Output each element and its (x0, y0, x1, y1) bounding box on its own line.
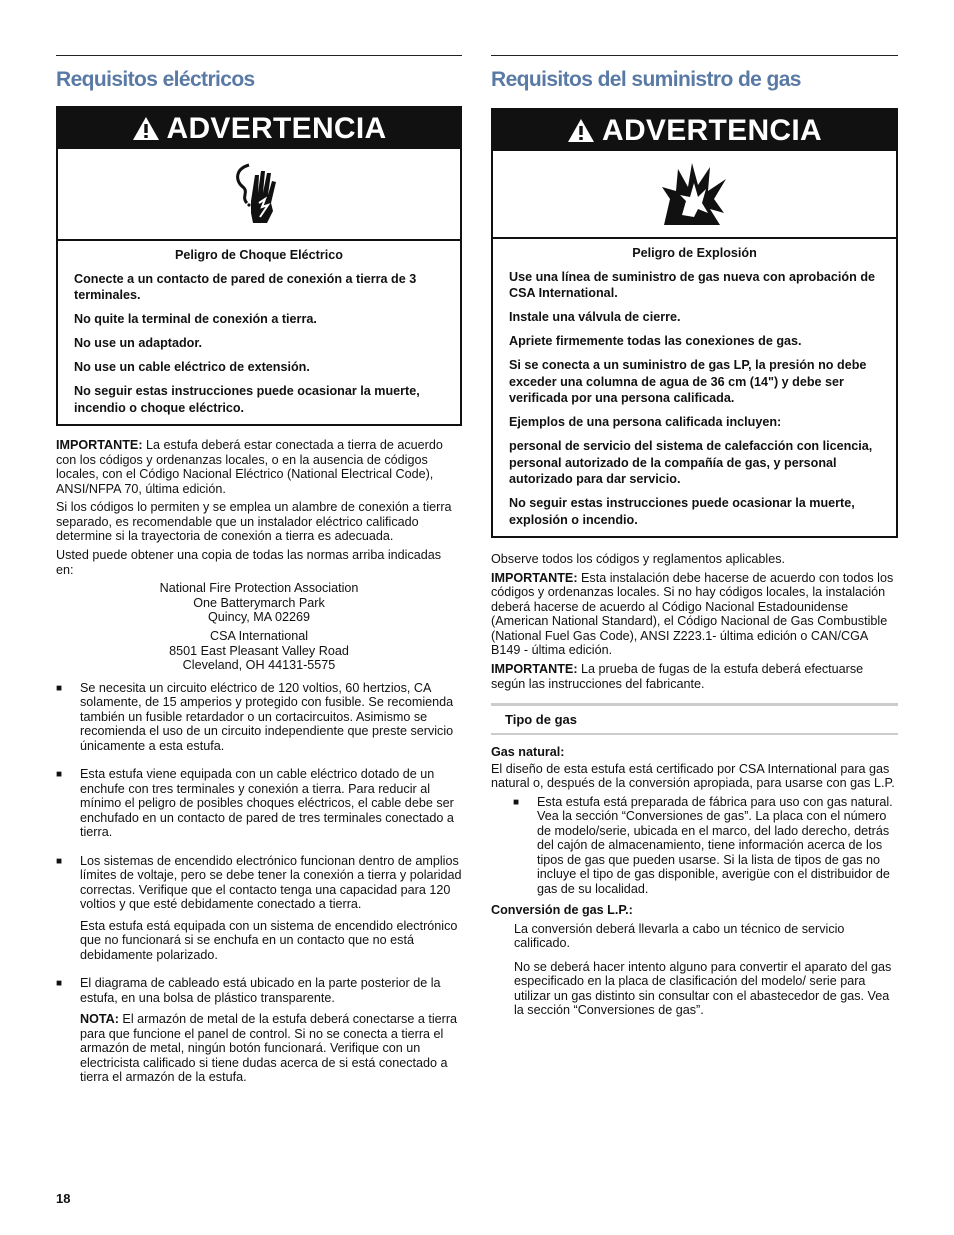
important-text: Esta instalación debe hacerse de acuerdo con todos los códigos y ordenanzas locales. Si no hay códigos locales, la instalación deberá hacerse de acuerdo al Código Nacional Estadounidense (American National Standard), el Código Nacional de Gas Combustible (National Fuel Gas Code), ANSI Z223.1- última edición o CAN/CGA B149 - última edición. (491, 570, 894, 658)
bullet-text: Esta estufa viene equipada con un cable eléctrico dotado de un enchufe con tres terminales y conexión a tierra. Para reducir al mínimo el peligro de posibles choques eléctricos, el cable debe ser enchufado en un contacto de pared de tres terminales conectado a tierra. (80, 767, 454, 840)
warning-line: Conecte a un contacto de pared de conexión a tierra de 3 terminales. (74, 271, 417, 302)
paragraph: Usted puede obtener una copia de todas las normas arriba indicadas en: (56, 548, 442, 577)
bullet-square-icon: ■ (56, 855, 63, 867)
address-block-nfpa (56, 581, 462, 625)
explosion-icon (493, 151, 896, 239)
address-line: CSA International (209, 629, 308, 644)
important-text: La prueba de fugas de la estufa deberá efectuarse según las instrucciones del fabricante. (491, 662, 864, 691)
section-title-electrical: Requisitos eléctricos (56, 68, 255, 91)
left-column (56, 55, 462, 1099)
warning-title: Peligro de Explosión (632, 246, 757, 260)
bullet-square-icon: ■ (513, 796, 520, 808)
electric-shock-hand-icon (58, 149, 460, 241)
warning-line: personal de servicio del sistema de calefacción con licencia, (509, 439, 873, 453)
warning-box-electrical (56, 106, 462, 426)
bullet-square-icon: ■ (56, 978, 63, 990)
bullet-item (56, 976, 462, 1092)
important-label: IMPORTANTE: (491, 662, 578, 677)
warning-header-text: ADVERTENCIA (166, 111, 387, 145)
bullet-square-icon: ■ (56, 769, 63, 781)
warning-title: Peligro de Choque Eléctrico (175, 248, 343, 262)
page-number: 18 (56, 1191, 71, 1206)
warning-line: No quite la terminal de conexión a tierra. (74, 312, 317, 326)
warning-header-text: ADVERTENCIA (602, 113, 822, 147)
important-text: La estufa deberá estar conectada a tierra de acuerdo con los códigos y ordenanzas locales, o en la ausencia de códigos locales, con el Código Nacional Eléctrico (National Electrical Code), ANSI/NFPA 70, última edición. (56, 438, 443, 496)
paragraph: Observe todos los códigos y reglamentos aplicables. (491, 552, 786, 566)
important-label: IMPORTANTE: (491, 570, 578, 585)
paragraph: No se deberá hacer intento alguno para convertir el aparato del gas especificado en la placa de clasificación del modelo/ serie para utilizar un gas distinto sin consultar con el abastecedor de gas. Vea la sección “Conversiones de gas”. (514, 959, 892, 1018)
paragraph: La conversión deberá llevarla a cabo un técnico de servicio calificado. (514, 921, 845, 951)
warning-line: No use un cable eléctrico de extensión. (74, 360, 310, 374)
important-paragraph (56, 438, 462, 496)
warning-line: No seguir estas instrucciones puede ocasionar la muerte, explosión o incendio. (509, 496, 855, 527)
bullet-item (56, 681, 462, 761)
paragraph: El diseño de esta estufa está certificado por CSA International para gas natural o, después de la conversión apropiada, para usarse con gas L.P. (491, 761, 895, 791)
important-paragraph (491, 662, 898, 691)
top-rule (491, 55, 898, 56)
electrical-body-text (56, 438, 462, 1092)
section-title-gas: Requisitos del suministro de gas (491, 68, 801, 91)
address-line: One Batterymarch Park (193, 595, 325, 610)
address-line: 8501 East Pleasant Valley Road (169, 643, 349, 658)
important-paragraph (491, 571, 898, 658)
warning-line: Si se conecta a un suministro de gas LP, la presión no debe exceder una columna de agua de 36 cm (14") y debe ser verificada por una persona calificada. (509, 358, 867, 405)
nota-text: El armazón de metal de la estufa deberá conectarse a tierra para que funcione el panel de control. Si no se conecta a tierra el armazón de metal, ningún botón funcionará. Verifique con un electricista calificado si tiene dudas acerca de si está conectado a tierra el armazón de la estufa. (80, 1012, 458, 1085)
paragraph: Si los códigos lo permiten y se emplea un alambre de conexión a tierra separado, es recomendable que un instalador eléctrico calificado determine si la trayectoria de conexión a tierra es adecuada. (56, 500, 452, 544)
address-line: Quincy, MA 02269 (208, 610, 310, 625)
warning-line: Use una línea de suministro de gas nueva con aprobación de CSA International. (509, 269, 876, 300)
important-label: IMPORTANTE: (56, 438, 143, 452)
bullet-item (56, 854, 462, 970)
bullet-item (56, 767, 462, 847)
warning-header (493, 110, 896, 151)
warning-header (58, 108, 460, 149)
subsection-gas-type (491, 703, 898, 735)
warning-line: No seguir estas instrucciones puede ocasionar la muerte, incendio o choque eléctrico. (74, 384, 420, 415)
gas-body-text (491, 552, 898, 691)
warning-line: personal autorizado de la compañía de gas, y personal autorizado para dar servicio. (509, 455, 837, 486)
warning-line: Instale una válvula de cierre. (509, 310, 681, 324)
right-column (491, 55, 898, 1022)
nota-paragraph (80, 1012, 462, 1085)
warning-line: Ejemplos de una persona calificada incluyen: (509, 415, 782, 429)
top-rule (56, 55, 462, 56)
bullet-square-icon: ■ (56, 682, 63, 694)
address-block-csa (56, 629, 462, 673)
lp-conversion-heading: Conversión de gas L.P.: (491, 903, 633, 918)
bullet-text: Esta estufa está preparada de fábrica para uso con gas natural. Vea la sección “Conversiones de gas”. La placa con el número de modelo/serie, ubicada en el marco, del lado derecho, detrás del cajón de almacenamiento, tiene información acerca de los tipos de gas que pueden usarse. Si la lista de tipos de gas no incluye el tipo de gas disponible, averigüe con el distribuidor de gas de su localidad. (537, 794, 893, 896)
address-line: Cleveland, OH 44131-5575 (182, 658, 336, 673)
bullet-text: El diagrama de cableado está ubicado en la parte posterior de la estufa, en una bolsa de plástico transparente. (80, 976, 441, 1005)
bullet-text: Se necesita un circuito eléctrico de 120 voltios, 60 hertzios, CA solamente, de 15 amperios y protegido con fusible. Se recomienda también un fusible retardador o un cortacircuitos. Asimismo se recomienda el uso de un circuito independiente que preste servicio únicamente a esta estufa. (80, 680, 454, 753)
warning-body (493, 239, 896, 536)
address-line: National Fire Protection Association (159, 581, 359, 596)
gas-type-text (491, 745, 898, 1018)
bullet-extra-text: Esta estufa está equipada con un sistema de encendido electrónico que no funcionará si se enchufa en un contacto que no está debidamente polarizado. (80, 918, 458, 962)
subsection-title: Tipo de gas (491, 706, 898, 735)
nota-label: NOTA: (80, 1012, 119, 1027)
warning-line: No use un adaptador. (74, 336, 203, 350)
warning-triangle-icon (567, 118, 595, 143)
warning-body (58, 241, 460, 424)
bullet-item (513, 795, 898, 897)
warning-triangle-icon (132, 116, 160, 141)
warning-line: Apriete firmemente todas las conexiones de gas. (509, 334, 802, 348)
natural-gas-heading: Gas natural: (491, 745, 565, 760)
warning-box-gas (491, 108, 898, 538)
bullet-text: Los sistemas de encendido electrónico funcionan dentro de amplios límites de voltaje, pero se debe tener la conexión a tierra y polaridad correctas. Verifique que el contacto tenga una capacidad para 120 voltios y que esté debidamente conectado a tierra. (80, 853, 462, 912)
